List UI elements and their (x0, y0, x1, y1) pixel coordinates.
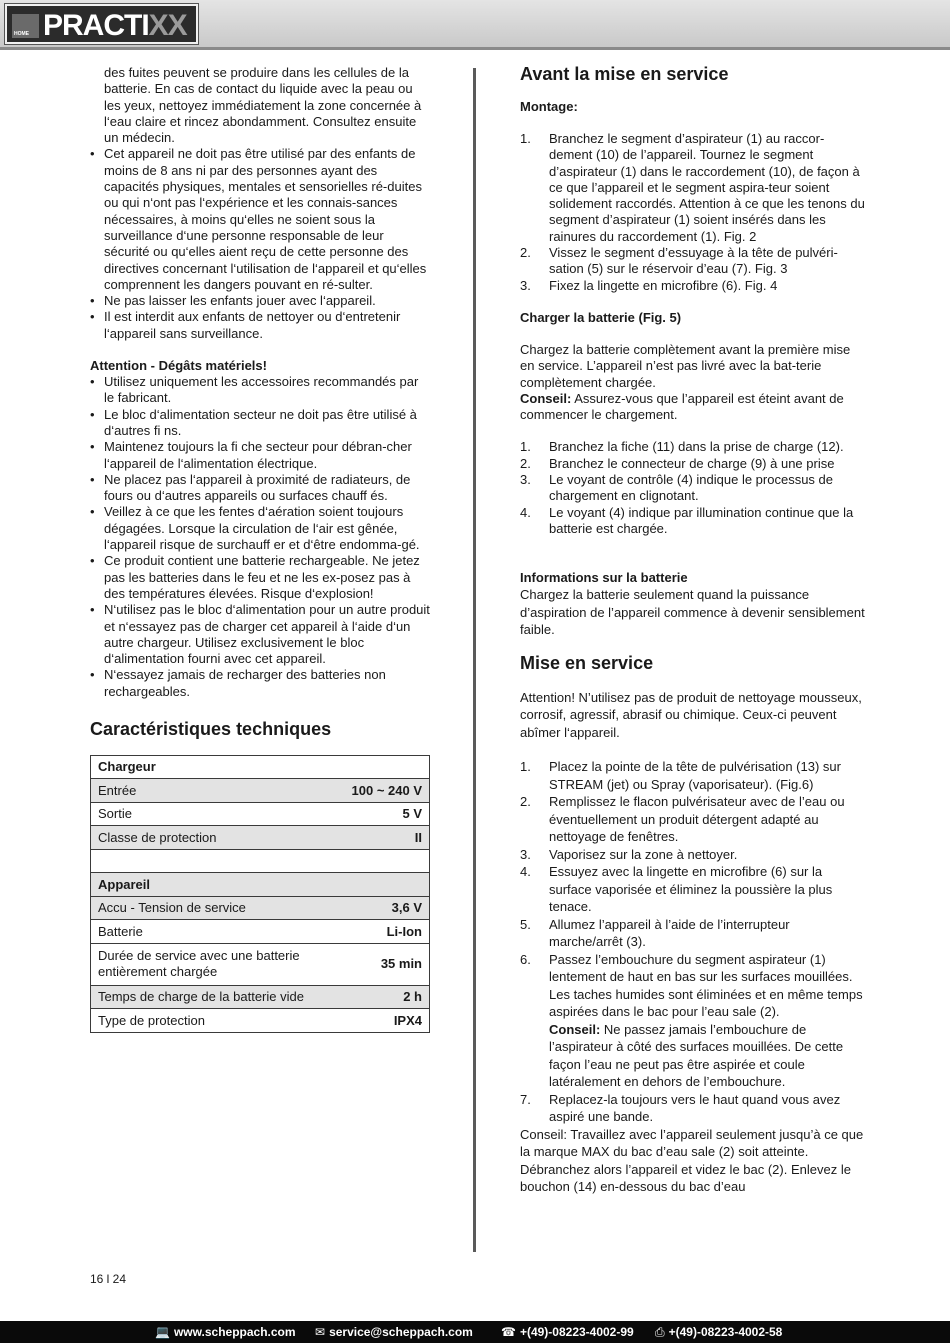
list-item: • N‘essayez jamais de recharger des batteries non rechargeables. (90, 667, 432, 700)
final-tip: Conseil: Travaillez avec l’appareil seulement jusqu’à ce que la marque MAX du bac d’eau sale (2) soit atteinte. Débranchez alors l’appareil et videz le bac (2). Enlevez le bouchon (14) en-dessous du bac d’eau (520, 1126, 864, 1195)
table-label-cell: Batterie (91, 920, 340, 944)
step-text: Vaporisez sur la zone à nettoyer. (549, 846, 738, 862)
step-number: 3. (520, 277, 531, 293)
section-title-before-use: Avant la mise en service (520, 64, 729, 84)
table-header-row (91, 873, 430, 897)
step-text: Remplissez le flacon pulvérisateur avec de l’eau ou éventuellement un produit détergent adapté au nettoyage de fenêtres. (549, 794, 845, 845)
tip-text: Assurez-vous que l’appareil est éteint avant de commencer le chargement. (520, 390, 844, 423)
step-text: Branchez le segment d’aspirateur (1) au raccor-dement (10) de l’appareil. Tournez le segment d’aspirateur (1) dans le raccordement (10), de façon à ce que l’appareil et le segment aspira-teur soient solidement raccordés. Attention à ce que les tenons du segment d’aspirateur (1) soient insérés dans les rainures du raccordement (1). Fig. 2 (549, 131, 865, 244)
footer-email-text: service@scheppach.com (329, 1325, 473, 1339)
table-value-cell: IPX4 (340, 1009, 430, 1033)
tech-title: Caractéristiques techniques (90, 718, 332, 739)
step-text: Le voyant de contrôle (4) indique le processus de chargement en clignotant. (549, 472, 834, 504)
list-item: • Le bloc d‘alimentation secteur ne doit pas être utilisé à d‘autres fi ns. (90, 407, 432, 440)
logo-home-box (12, 14, 39, 38)
table-row (91, 802, 430, 826)
fax-icon: ⎙ (655, 1325, 665, 1339)
table-label-cell: Entrée (91, 779, 340, 803)
right-column (520, 63, 865, 1196)
list-item (520, 278, 865, 294)
list-item (520, 439, 865, 455)
list-item: • Ce produit contient une batterie rechargeable. Ne jetez pas les batteries dans le feu et ne les ex-posez pas à des températures élevées. Risque d‘explosion! (90, 553, 432, 602)
step6-tip-text: Ne passez jamais l’embouchure de l’aspirateur à côté des surfaces mouillées. De cette façon l’eau ne peut pas être aspirée et coule latéralement en dehors de l’embouchure. (549, 1021, 844, 1090)
logo-main-text: PRACTI (43, 9, 149, 42)
table-header-cell: Chargeur (91, 755, 430, 779)
list-item (520, 1091, 865, 1126)
step6-tip (520, 1021, 865, 1091)
footer-fax[interactable] (655, 1321, 782, 1343)
list-item (520, 505, 865, 538)
logo-wordmark (43, 9, 187, 43)
attention-title: Attention - Dégâts matériels! (90, 358, 267, 374)
table-spacer-cell (91, 849, 430, 873)
step-number: 4. (520, 504, 531, 520)
step-number: 1. (520, 131, 531, 146)
tip-label: Conseil: (520, 390, 572, 406)
step-number: 6. (520, 951, 531, 967)
list-item: • Il est interdit aux enfants de nettoyer ou d‘entretenir l‘appareil sans surveillance. (90, 309, 432, 342)
step-text: Essuyez avec la lingette en microfibre (6) sur la surface vaporisée et éliminez la poussière la plus tenace. (549, 864, 833, 915)
table-value-cell: II (340, 826, 430, 850)
table-label-cell: Sortie (91, 802, 340, 826)
step-text: Fixez la lingette en microfibre (6). Fig. 4 (549, 277, 778, 293)
montage-steps (520, 131, 865, 294)
intro-continuation: des fuites peuvent se produire dans les cellules de la batterie. En cas de contact du liquide avec la peau ou les yeux, nettoyez immédiatement la zone concernée à l‘eau claire et rincez abondamment. Consultez ensuite un médecin. (104, 65, 422, 146)
step-text: Le voyant (4) indique par illumination continue que la batterie est chargée. (549, 504, 854, 536)
step-number: 1. (520, 439, 531, 455)
list-item (520, 863, 865, 916)
charge-text: Chargez la batterie complètement avant la première mise en service. L’appareil n’est pas livré avec la bat-terie complètement chargée. (520, 341, 851, 390)
battery-info-title: Informations sur la batterie (520, 570, 688, 586)
charge-title: Charger la batterie (Fig. 5) (520, 309, 682, 325)
table-value-cell: 5 V (340, 802, 430, 826)
step-text: Allumez l’appareil à l’aide de l’interrupteur marche/arrêt (3). (549, 916, 790, 950)
step-number: 3. (520, 472, 531, 488)
table-row (91, 1009, 430, 1033)
table-label-cell: Accu - Tension de service (91, 896, 340, 920)
page-number: 16 l 24 (90, 1272, 127, 1286)
table-label-cell: Durée de service avec une batterie entièrement chargée (91, 943, 340, 985)
step-text: Branchez la fiche (11) dans la prise de charge (12). (549, 439, 844, 455)
table-row (91, 779, 430, 803)
practixx-logo (5, 4, 198, 44)
list-item (520, 846, 865, 864)
footer-web-text: www.scheppach.com (173, 1325, 296, 1339)
logo-home-text: HOME (14, 31, 29, 37)
envelope-icon: ✉ (315, 1325, 326, 1339)
safety-bullets (90, 146, 432, 342)
footer-web[interactable] (155, 1321, 296, 1343)
page-footer (0, 1321, 950, 1343)
list-item (520, 916, 865, 951)
step-text: Passez l’embouchure du segment aspirateur (1) lentement de haut en bas sur les surfaces mouillées. Les taches humides sont éliminées et en même temps aspirées dans le bac pour l’eau sale (2). (549, 951, 863, 1020)
section-title-commissioning: Mise en service (520, 652, 654, 673)
page-header (0, 0, 950, 50)
table-header-row (91, 755, 430, 779)
logo-xx-text: XX (148, 9, 187, 42)
footer-phone[interactable] (501, 1321, 634, 1343)
footer-phone-text: +(49)-08223-4002-99 (519, 1325, 634, 1339)
step-number: 2. (520, 455, 531, 471)
list-item (520, 472, 865, 505)
table-value-cell: 3,6 V (340, 896, 430, 920)
column-divider (473, 68, 476, 1252)
list-item: • Maintenez toujours la fi che secteur pour débran-cher l‘appareil de l‘alimentation électrique. (90, 439, 432, 472)
list-item: • Utilisez uniquement les accessoires recommandés par le fabricant. (90, 374, 432, 407)
list-item (520, 131, 865, 245)
charge-steps (520, 439, 865, 537)
table-spacer-row (91, 849, 430, 873)
step-number: 2. (520, 245, 531, 261)
spec-table (90, 755, 430, 1033)
list-item (520, 456, 865, 472)
use-steps (520, 758, 865, 1021)
table-row (91, 896, 430, 920)
step6-tip-label: Conseil: (549, 1021, 601, 1037)
step-text: Replacez-la toujours vers le haut quand vous avez aspiré une bande. (549, 1091, 841, 1125)
step-text: Vissez le segment d’essuyage à la tête de pulvéri-sation (5) sur le réservoir d’eau (7). Fig. 3 (549, 245, 838, 277)
table-row (91, 920, 430, 944)
battery-info-text: Chargez la batterie seulement quand la puissance d’aspiration de l’appareil commence à devenir sensiblement faible. (520, 587, 865, 638)
table-label-cell: Type de protection (91, 1009, 340, 1033)
list-item (520, 951, 865, 1021)
step-number: 2. (520, 794, 531, 810)
step-number: 3. (520, 846, 531, 862)
step-number: 5. (520, 916, 531, 932)
step-number: 1. (520, 759, 531, 775)
table-value-cell: 100 ~ 240 V (340, 779, 430, 803)
list-item: • Ne placez pas l‘appareil à proximité de radiateurs, de fours ou d‘autres appareils ou surfaces chauff és. (90, 472, 432, 505)
warning-text: Attention! N’utilisez pas de produit de nettoyage mousseux, corrosif, agressif, abrasif ou chimique. Ceux-ci peuvent abîmer l‘appareil. (520, 689, 862, 740)
list-item (520, 758, 865, 793)
table-value-cell: Li-Ion (340, 920, 430, 944)
step-number: 7. (520, 1091, 531, 1107)
table-row (91, 826, 430, 850)
table-header-cell: Appareil (91, 873, 430, 897)
table-row (91, 943, 430, 985)
list-item: • Veillez à ce que les fentes d‘aération soient toujours dégagées. Lorsque la circulation de l‘air est gênée, l‘appareil risque de surchauff er et d‘être endomma-gé. (90, 504, 432, 553)
table-row (91, 985, 430, 1009)
damage-bullets (90, 374, 432, 700)
footer-email[interactable] (315, 1321, 473, 1343)
montage-title: Montage: (520, 99, 578, 114)
table-label-cell: Temps de charge de la batterie vide (91, 985, 340, 1009)
computer-icon: 💻 (155, 1325, 170, 1339)
table-value-cell: 2 h (340, 985, 430, 1009)
footer-fax-text: +(49)-08223-4002-58 (668, 1325, 783, 1339)
phone-icon: ☎ (501, 1325, 516, 1339)
table-value-cell: 35 min (340, 943, 430, 985)
table-label-cell: Classe de protection (91, 826, 340, 850)
step-number: 4. (520, 864, 531, 880)
charge-tip (520, 391, 865, 424)
list-item: • Ne pas laisser les enfants jouer avec l‘appareil. (90, 293, 432, 309)
list-item: • N‘utilisez pas le bloc d‘alimentation pour un autre produit et n‘essayez pas de charger cet appareil à l‘aide d‘un autre chargeur. Utilisez exclusivement le bloc d‘alimentation fourni avec cet appareil. (90, 602, 432, 667)
list-item (520, 245, 865, 278)
step7 (520, 1091, 865, 1126)
list-item: • Cet appareil ne doit pas être utilisé par des enfants de moins de 8 ans ni par des personnes ayant des capacités physiques, mentales et sensorielles ré-duites ou qui n‘ont pas l‘expérience et les connais-sances nécessaires, à moins qu‘elles ne soient sous la surveillance d‘une personne responsable de leur sécurité ou qu‘elles aient reçu de cette personne des directives concernant l‘utilisation de l‘appareil et qu‘elles comprennent les dangers pouvant en ré-sulter. (90, 146, 432, 293)
step-text: Placez la pointe de la tête de pulvérisation (13) sur STREAM (jet) ou Spray (vaporisateur). (Fig.6) (549, 759, 841, 792)
left-column (90, 65, 432, 1033)
step-text: Branchez le connecteur de charge (9) à une prise (549, 455, 835, 471)
list-item (520, 793, 865, 846)
